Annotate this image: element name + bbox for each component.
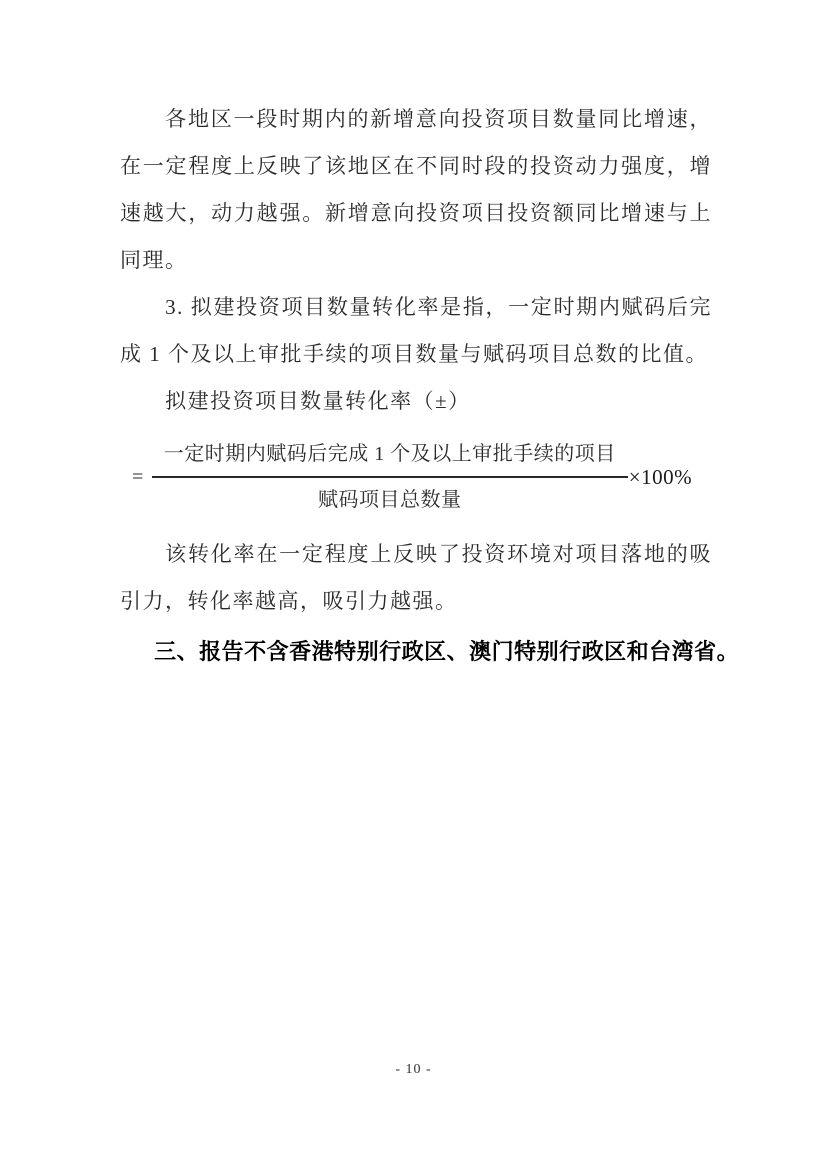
paragraph-scope-note: 三、报告不含香港特别行政区、澳门特别行政区和台湾省。: [154, 639, 740, 664]
paragraph-conversion-rate-definition: 3. 拟建投资项目数量转化率是指，一定时期内赋码后完成 1 个及以上审批手续的项目数量与赋码项目总数的比值。: [120, 295, 712, 366]
document-content: [120, 96, 740, 674]
conversion-rate-formula: [132, 439, 712, 515]
formula-multiplier: ×100%: [628, 464, 693, 489]
page-number: - 10 -: [395, 1062, 432, 1077]
paragraph-investment-growth: 各地区一段时期内的新增意向投资项目数量同比增速，在一定程度上反映了该地区在不同时段的投资动力强度，增速越大，动力越强。新增意向投资项目投资额同比增速与上同理。: [120, 107, 712, 272]
formula-equals-sign: =: [132, 465, 144, 488]
formula-label: 拟建投资项目数量转化率（±）: [165, 389, 471, 413]
formula-numerator: 一定时期内赋码后完成 1 个及以上审批手续的项目: [152, 439, 628, 478]
formula-denominator: 赋码项目总数量: [318, 489, 462, 511]
formula-fraction: [152, 439, 628, 515]
paragraph-conversion-rate-meaning: 该转化率在一定程度上反映了投资环境对项目落地的吸引力，转化率越高，吸引力越强。: [120, 542, 712, 613]
